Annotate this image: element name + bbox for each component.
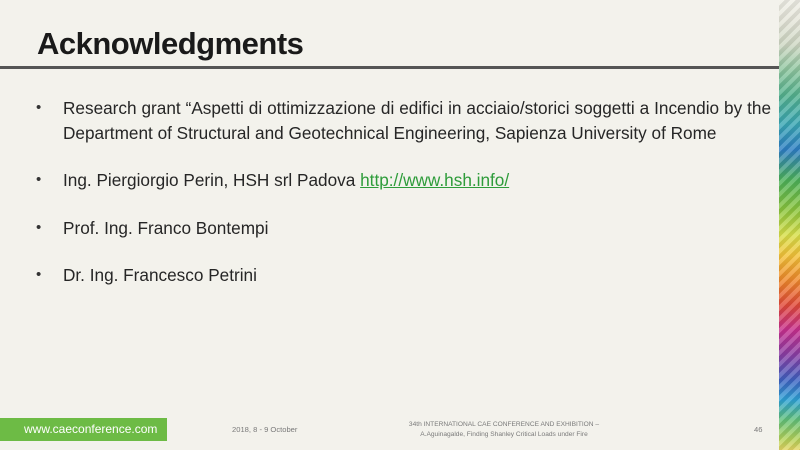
bullet-icon: • [36, 171, 42, 188]
footer-url-badge [0, 418, 167, 441]
list-item [36, 216, 771, 241]
list-item [36, 168, 771, 193]
list-item [36, 263, 771, 288]
footer-event-title: 34th INTERNATIONAL CAE CONFERENCE AND EXHIBITION – [408, 421, 600, 428]
acknowledgment-list [36, 96, 771, 311]
slide-title: Acknowledgments [37, 26, 304, 61]
footer-date: 2018, 8 - 9 October [232, 425, 298, 434]
decorative-stripe-texture [779, 0, 800, 450]
hsh-website-link[interactable]: http://www.hsh.info/ [360, 170, 510, 190]
acknowledgment-text: Dr. Ing. Francesco Petrini [63, 265, 257, 285]
page-number: 46 [754, 425, 763, 434]
acknowledgment-text [63, 168, 771, 193]
acknowledgment-text: Prof. Ing. Franco Bontempi [63, 217, 269, 238]
bullet-icon: • [36, 99, 42, 116]
footer-presentation-title: A.Aguinagalde, Finding Shanley Critical Loads under Fire [420, 431, 588, 438]
acknowledgment-text: Research grant “Aspetti di ottimizzazione di edifici in acciaio/storici soggetti a Incendio by the Department of Structural and Geotechnical Engineering, Sapienza University of Rome [63, 98, 771, 143]
acknowledgment-name: Ing. Piergiorgio Perin, HSH srl Padova [63, 170, 361, 190]
footer-event-info [386, 420, 622, 440]
bullet-icon: • [36, 266, 42, 283]
title-underline [0, 66, 779, 69]
footer-website-link[interactable]: www.caeconference.com [24, 422, 158, 436]
bullet-icon: • [36, 218, 42, 236]
list-item [36, 96, 771, 145]
